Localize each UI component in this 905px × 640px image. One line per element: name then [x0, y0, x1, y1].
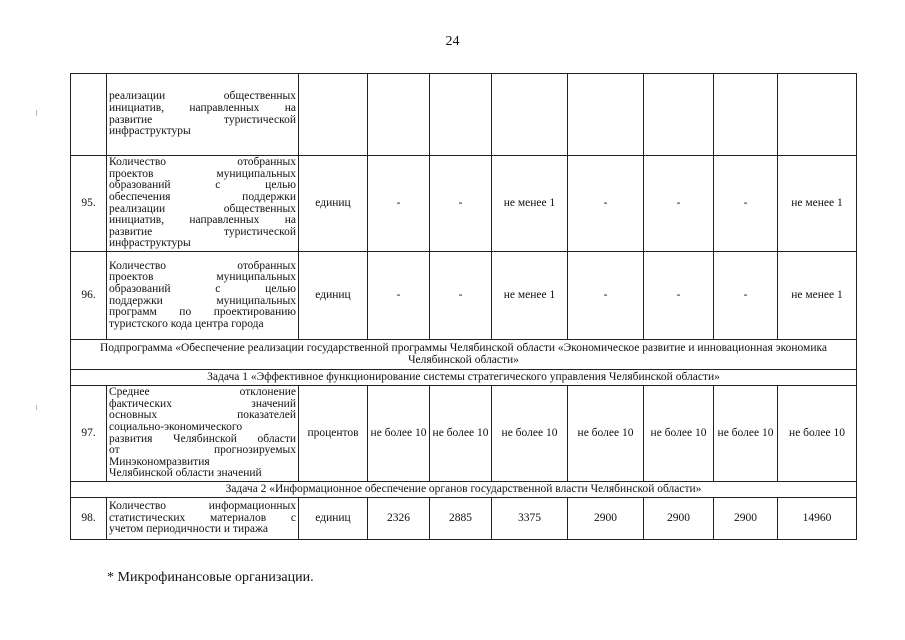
page-number: 24 [445, 34, 460, 49]
value-cell: - [368, 156, 430, 252]
indicator-description: Количество отобранных проектов муниципальных образований с целью поддержки муниципальных программ по проектированию туристского кода центра города [107, 252, 299, 340]
value-cell: не менее 1 [778, 252, 857, 340]
value-cell: - [644, 252, 714, 340]
value-cell: 2885 [430, 498, 492, 540]
table-row [71, 156, 857, 252]
value-cell: - [714, 252, 778, 340]
task-heading: Задача 1 «Эффективное функционирование системы стратегического управления Челябинской области» [71, 370, 857, 386]
scan-mark [36, 405, 37, 410]
table-row [71, 386, 857, 482]
value-cell: не более 10 [492, 386, 568, 482]
value-cell: не менее 1 [492, 252, 568, 340]
value-cell: 2900 [714, 498, 778, 540]
indicators-table [70, 73, 857, 540]
value-cell: 14960 [778, 498, 857, 540]
table-row [71, 498, 857, 540]
value-cell: 3375 [492, 498, 568, 540]
value-cell: не менее 1 [778, 156, 857, 252]
row-number: 97. [71, 386, 107, 482]
unit-cell: процентов [299, 386, 368, 482]
subprogram-heading: Подпрограмма «Обеспечение реализации государственной программы Челябинской области «Экономическое развитие и инновационная экономика Челябинской области» [71, 340, 857, 370]
table-row [71, 340, 857, 370]
value-cell: не более 10 [714, 386, 778, 482]
value-cell: - [714, 156, 778, 252]
value-cell: не более 10 [644, 386, 714, 482]
indicator-description: Количество информационных статистических материалов с учетом периодичности и тиража [107, 498, 299, 540]
task-heading: Задача 2 «Информационное обеспечение органов государственной власти Челябинской области» [71, 482, 857, 498]
value-cell: - [644, 156, 714, 252]
table-row [71, 370, 857, 386]
value-cell: не более 10 [778, 386, 857, 482]
value-cell: - [568, 156, 644, 252]
row-number [71, 74, 107, 156]
value-cell: 2900 [644, 498, 714, 540]
unit-cell: единиц [299, 156, 368, 252]
table-row [71, 74, 857, 156]
table-row [71, 482, 857, 498]
table-row [71, 252, 857, 340]
value-cell: 2900 [568, 498, 644, 540]
value-cell: - [568, 252, 644, 340]
value-cell: не более 10 [568, 386, 644, 482]
value-cell: 2326 [368, 498, 430, 540]
value-cell: не менее 1 [492, 156, 568, 252]
footnote: * Микрофинансовые организации. [107, 570, 314, 585]
value-cell: - [430, 156, 492, 252]
scan-mark [36, 110, 37, 116]
indicator-description: Среднее отклонение фактических значений основных показателей социально-экономического развития Челябинской области от прогнозируемых Минэкономразвития Челябинской области значений [107, 386, 299, 482]
value-cell: - [368, 252, 430, 340]
indicator-description: реализации общественных инициатив, направленных на развитие туристической инфраструктуры [107, 74, 299, 156]
unit-cell: единиц [299, 252, 368, 340]
value-cell: не более 10 [430, 386, 492, 482]
row-number: 96. [71, 252, 107, 340]
unit-cell: единиц [299, 498, 368, 540]
value-cell: не более 10 [368, 386, 430, 482]
value-cell: - [430, 252, 492, 340]
row-number: 98. [71, 498, 107, 540]
row-number: 95. [71, 156, 107, 252]
indicator-description: Количество отобранных проектов муниципальных образований с целью обеспечения поддержки реализации общественных инициатив, направленных на развитие туристической инфраструктуры [107, 156, 299, 252]
